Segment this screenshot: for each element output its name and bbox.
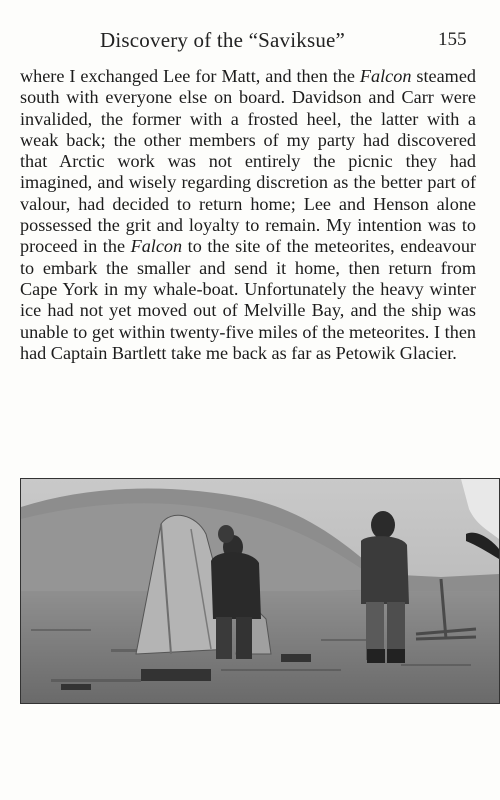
ship-name-falcon: Falcon — [130, 236, 183, 257]
body-text-segment: steamed south with everyone else on board. Davidson and Carr were invalided, the former with a frosted heel, the latter with a weak back; the other members of my party had discovered that Arctic work was not entirely the picnic they had imagined, and wisely regarding discretion as the better part of valour, had decided to return home; Lee and Henson alone possessed the grit and loyalty to remain. My intention was to proceed in the — [20, 66, 476, 257]
body-text-segment: where I exchanged Lee for Matt, and then the — [20, 66, 360, 86]
body-paragraph — [20, 66, 476, 364]
photograph-tent-camp — [20, 478, 500, 704]
ship-name-falcon: Falcon — [359, 66, 412, 86]
body-text-segment: to the site of the meteorites, endeavour to embark the smaller and send it home, then return from Cape York in my whale-boat. Unfortunately the heavy winter ice had not yet moved out of Melville Bay, and the ship was unable to get within twenty-five miles of the meteorites. I then had Captain Bartlett take me back as far as Petowik Glacier. — [20, 236, 476, 363]
page-number: 155 — [438, 29, 467, 50]
page-header — [0, 28, 500, 52]
running-head: Discovery of the “Saviksue” — [100, 28, 346, 52]
